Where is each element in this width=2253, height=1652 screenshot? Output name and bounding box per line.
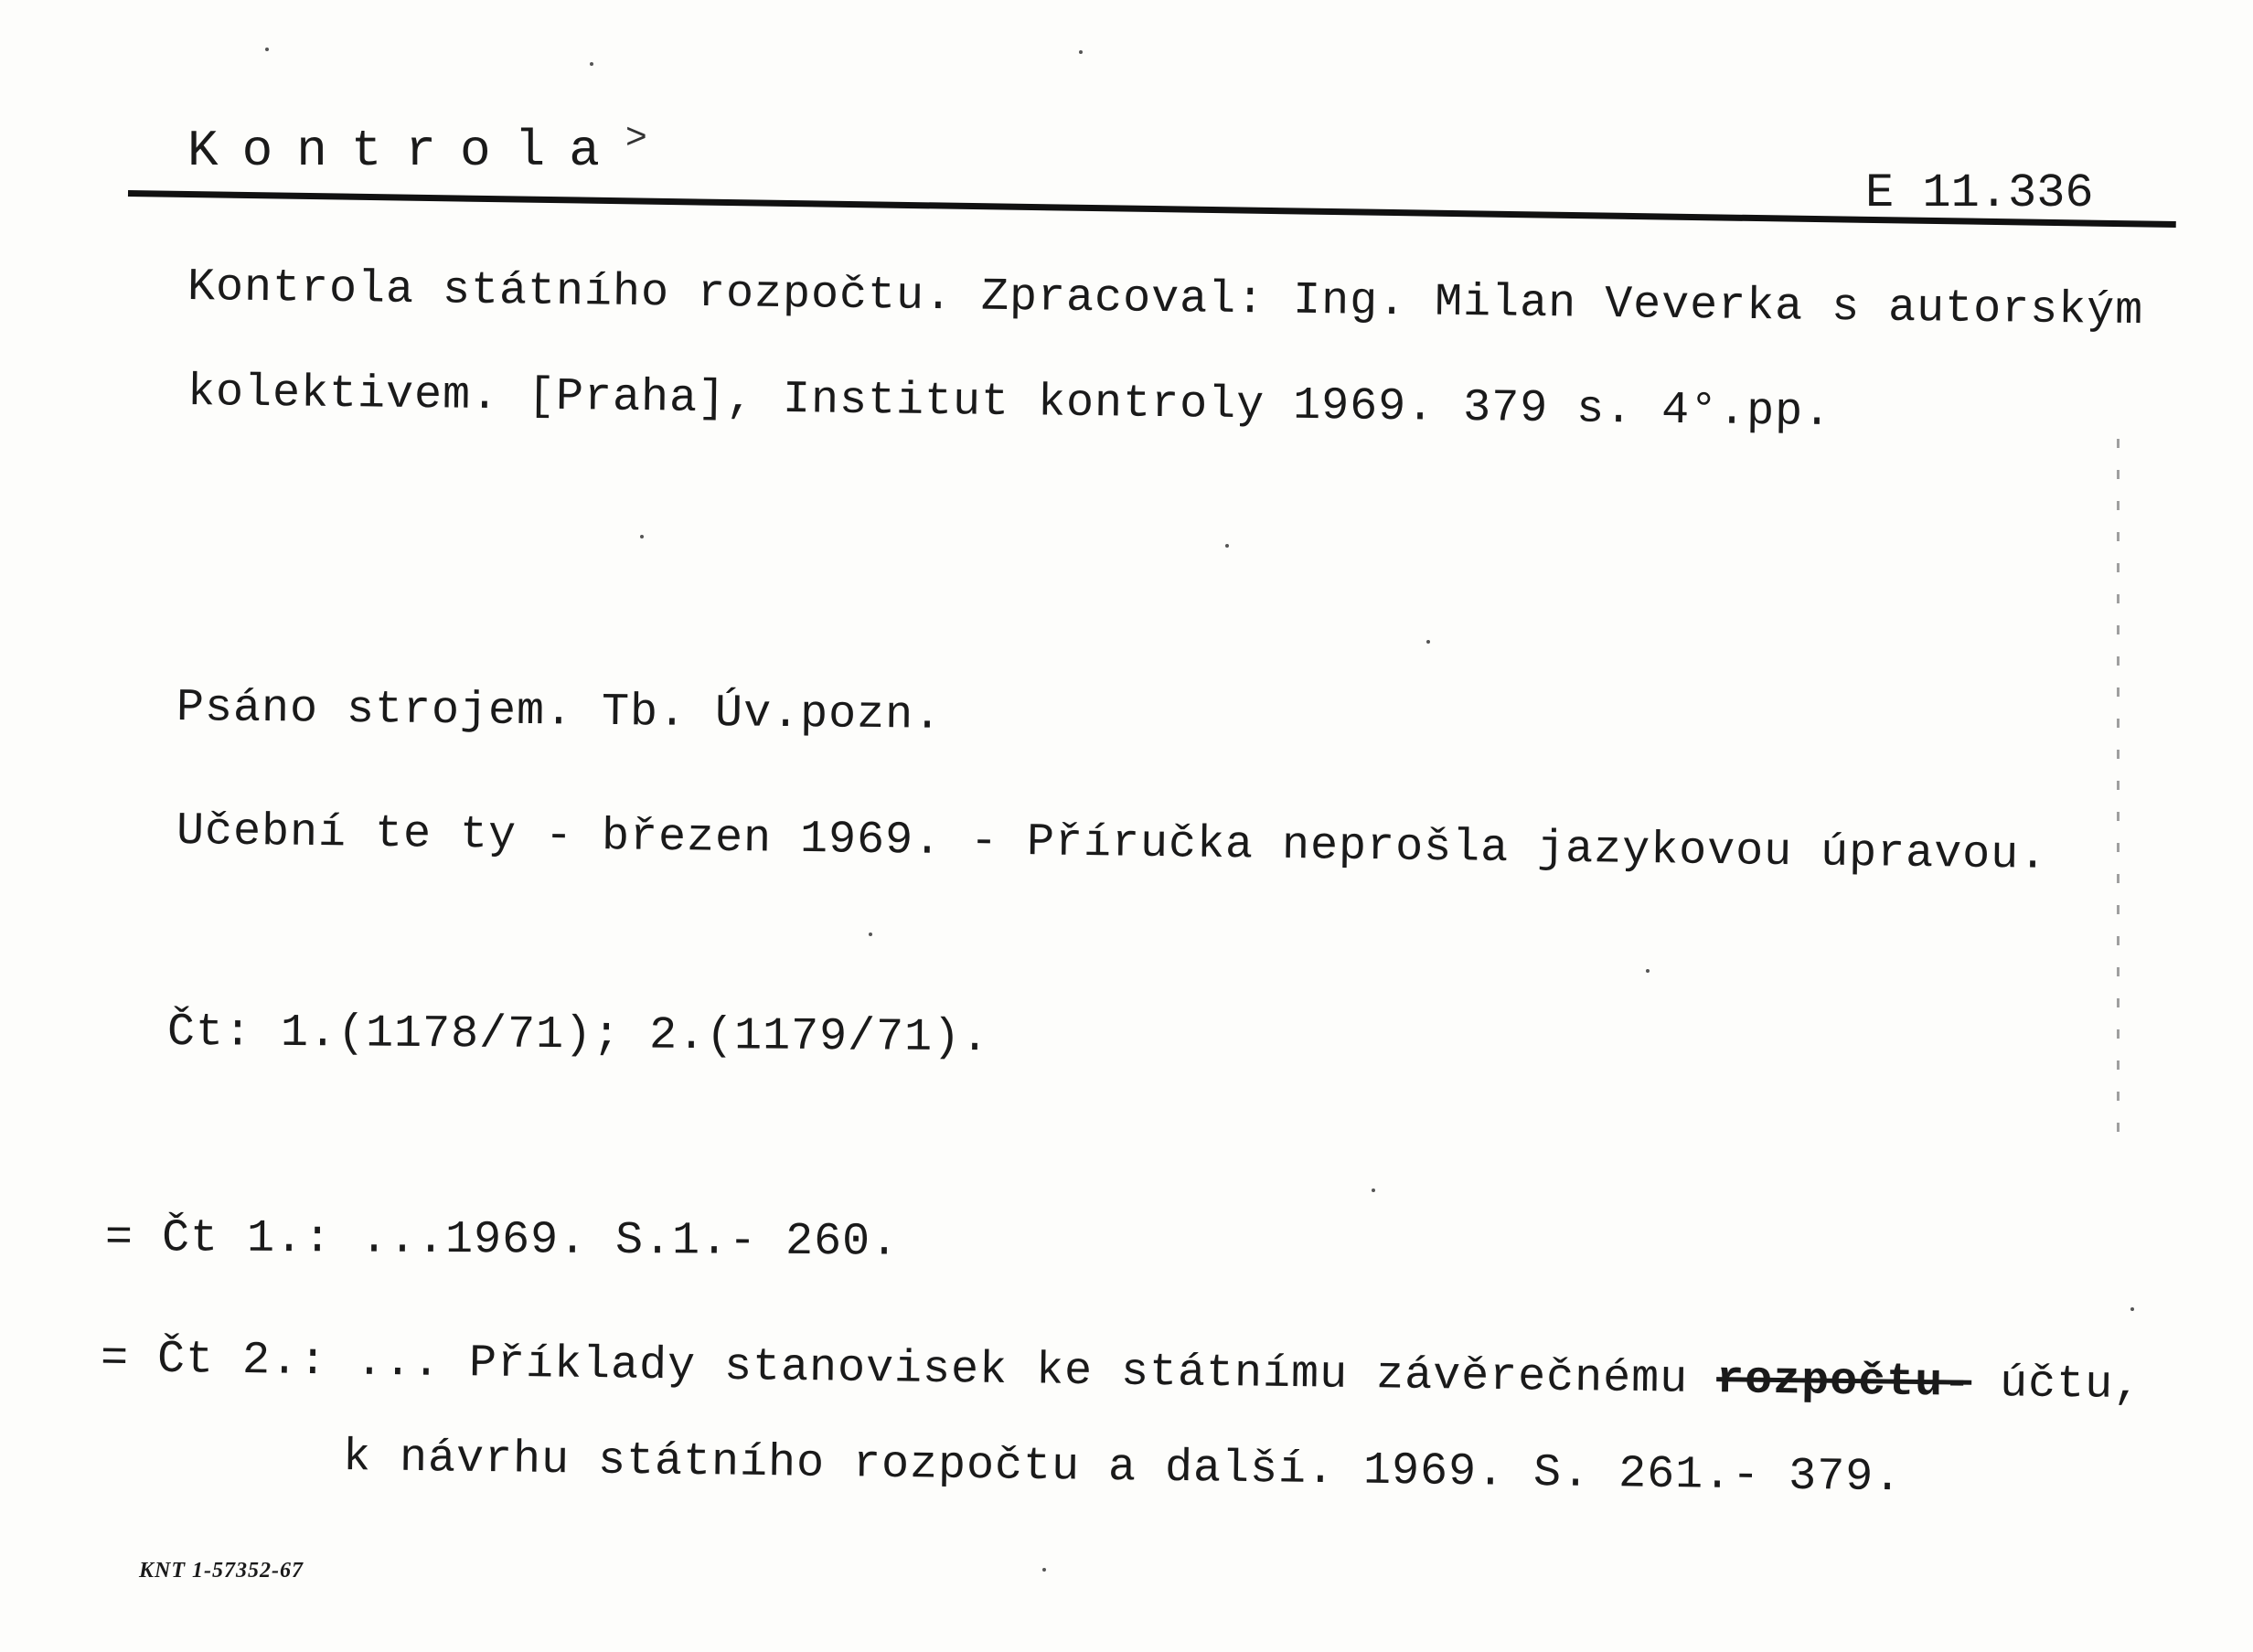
speck: [1426, 640, 1430, 644]
speck: [869, 933, 872, 936]
speck: [1372, 1188, 1375, 1192]
note-2: Učební te ty - březen 1969. - Příručka neprošla jazykovou úpravou.: [176, 805, 2048, 882]
title-line-2: kolektivem. [Praha], Institut kontroly 1969. 379 s. 4°.pp.: [187, 367, 1832, 439]
part-1-line: = Čt 1.: ...1969. S.1.- 260.: [104, 1212, 900, 1269]
speck: [2130, 1307, 2134, 1311]
speck: [265, 48, 269, 51]
title-line-1: Kontrola státního rozpočtu. Zpracoval: Ing. Milan Veverka s autorským: [187, 261, 2144, 338]
speck: [1646, 969, 1650, 973]
speck: [590, 62, 593, 66]
part-2-continuation: k návrhu státního rozpočtu a další. 1969. S. 261.- 379.: [342, 1432, 1903, 1505]
part-2-prefix: = Čt 2.: ... Příklady stanovisek ke státnímu závěrečnému: [100, 1333, 1689, 1406]
speck: [1042, 1568, 1046, 1572]
parts-line: Čt: 1.(1178/71); 2.(1179/71).: [166, 1007, 990, 1065]
part-2-struck-word: rozpočtu-: [1715, 1354, 1972, 1410]
speck: [1079, 50, 1083, 54]
speck: [1225, 544, 1229, 548]
shelfmark: E 11.336: [1865, 166, 2094, 220]
margin-dots: [2117, 439, 2120, 1134]
heading-text: Kontrola: [187, 122, 624, 180]
card-heading: [187, 119, 649, 180]
speck: [640, 535, 644, 538]
note-1: Psáno strojem. Tb. Úv.pozn.: [176, 682, 943, 742]
part-2-line: [100, 1333, 2142, 1412]
heading-mark: >: [625, 119, 647, 160]
part-2-suffix: účtu,: [1999, 1358, 2142, 1412]
printer-imprint: KNT 1-57352-67: [139, 1559, 304, 1583]
